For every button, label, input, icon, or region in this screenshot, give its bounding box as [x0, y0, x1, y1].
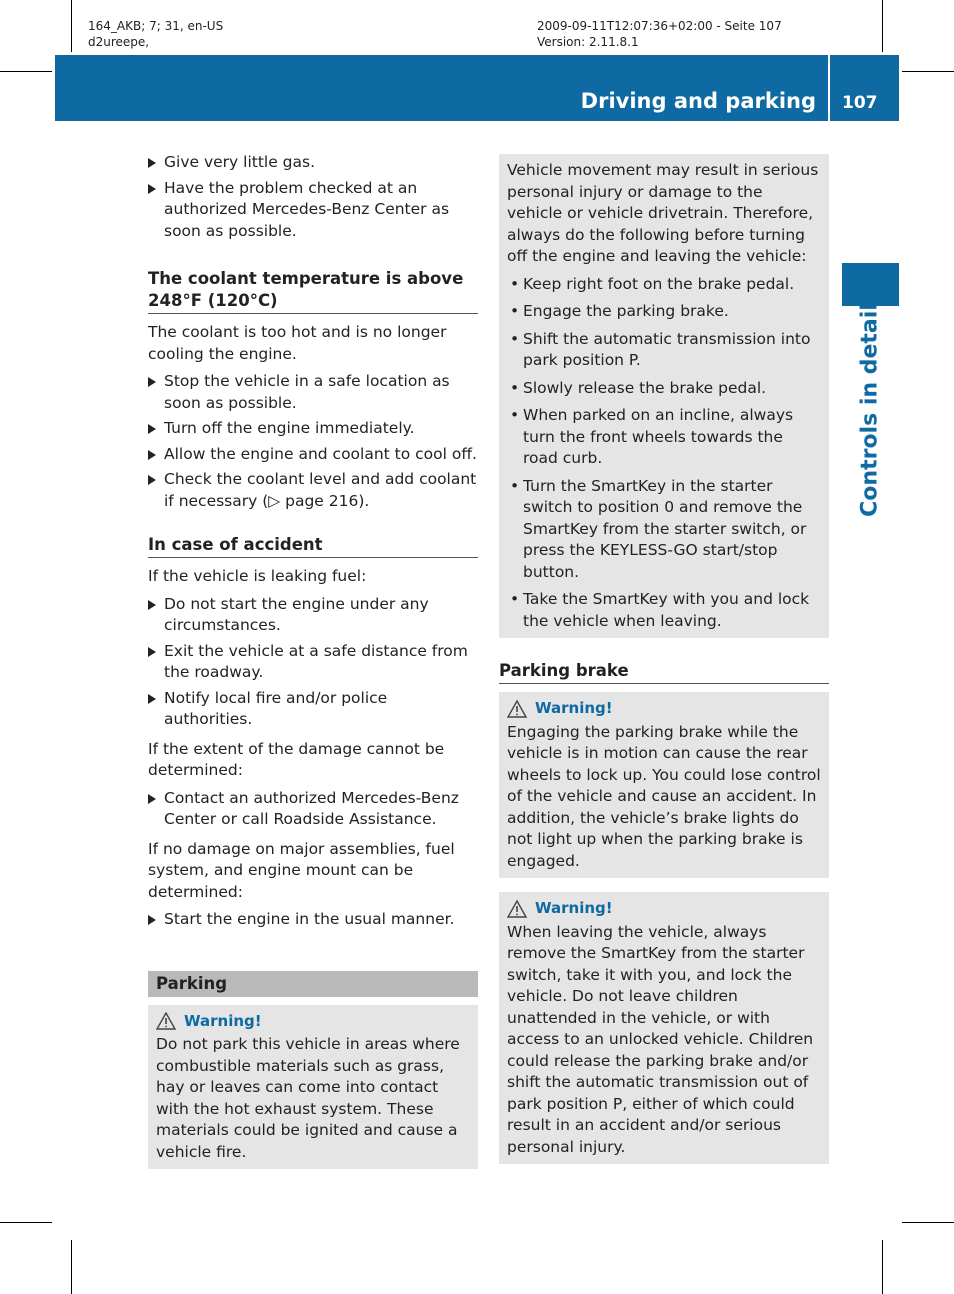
page-title: Driving and parking — [580, 89, 816, 113]
warning-title — [156, 1011, 470, 1033]
list-item-text: Keep right foot on the brake pedal. — [523, 274, 795, 293]
list-item-text: When parked on an incline, always turn the front wheels towards the road curb. — [523, 406, 794, 467]
instruction-step — [148, 444, 478, 466]
step-arrow-icon — [148, 647, 156, 657]
warning-title-text: Warning! — [184, 1011, 262, 1030]
step-arrow-icon — [148, 915, 156, 925]
step-arrow-icon — [148, 475, 156, 485]
crop-mark — [0, 71, 52, 72]
crop-mark — [902, 1222, 954, 1223]
step-arrow-icon — [148, 184, 156, 194]
step-text: Turn off the engine immediately. — [164, 419, 415, 437]
crop-mark — [71, 1240, 72, 1294]
warning-title — [507, 898, 821, 920]
step-text: Exit the vehicle at a safe distance from the roadway. — [164, 641, 468, 681]
parking-brake-heading: Parking brake — [499, 660, 829, 684]
step-arrow-icon — [148, 158, 156, 168]
accident-text: If the vehicle is leaking fuel: — [148, 567, 367, 585]
warning-text: When leaving the vehicle, always remove the SmartKey from the starter switch, take it with you, and lock the vehicle. Do not leave children unattended in the vehicle, or with access to an unlocked vehicle. Children could release the parking brake and/or shift the automatic transmission out of park position P, either of which could result in an accident and/or serious personal injury. — [507, 922, 814, 1156]
accident-heading: In case of accident — [148, 534, 478, 558]
warning-triangle-icon — [156, 1012, 176, 1030]
header-bar — [55, 55, 828, 121]
list-item — [507, 378, 821, 400]
instruction-step — [148, 594, 478, 637]
meta-line: Version: 2.11.8.1 — [537, 35, 639, 49]
list-item — [507, 274, 821, 296]
warning-triangle-icon — [507, 700, 527, 718]
step-text: Give very little gas. — [164, 153, 316, 171]
instruction-step — [148, 418, 478, 440]
warning-title-text: Warning! — [535, 699, 613, 717]
instruction-step — [148, 788, 478, 831]
warning-box — [148, 1005, 478, 1170]
list-item-text: Engage the parking brake. — [523, 302, 729, 320]
instruction-step — [148, 469, 478, 512]
info-box — [499, 154, 829, 638]
print-meta-right — [537, 18, 782, 50]
crop-mark — [882, 0, 883, 52]
bullet-dot: • — [510, 302, 520, 320]
print-meta-left — [88, 18, 223, 50]
bullet-dot: • — [510, 406, 520, 424]
side-tab — [842, 263, 899, 306]
list-item-text: Slowly release the brake pedal. — [523, 378, 767, 397]
parking-section-heading: Parking — [148, 971, 478, 997]
warning-text: Do not park this vehicle in areas where combustible materials such as grass, hay or leaves can come into contact with the hot exhaust system. These materials could be ignited and cause a vehicle fire. — [156, 1035, 460, 1161]
step-text: Notify local fire and/or police authorities. — [164, 688, 388, 728]
crop-mark — [0, 1222, 52, 1223]
coolant-heading: The coolant temperature is above 248°F (120°C) — [148, 268, 478, 314]
instruction-step — [148, 688, 478, 731]
side-section-label: Controls in detail — [857, 303, 883, 517]
list-item-text: Turn the SmartKey in the starter switch to position 0 and remove the SmartKey from the starter switch, or press the KEYLESS-GO start/stop button. — [523, 476, 807, 581]
bullet-dot: • — [510, 329, 520, 348]
step-text: Stop the vehicle in a safe location as soon as possible. — [164, 372, 450, 412]
instruction-step — [148, 909, 478, 931]
warning-text: Engaging the parking brake while the vehicle is in motion can cause the rear wheels to lock up. You could lose control of the vehicle and cause an accident. In addition, the vehicle’s brake lights do not light up when the parking brake is engaged. — [507, 722, 821, 870]
page-number-box — [830, 55, 899, 121]
step-text: Start the engine in the usual manner. — [164, 910, 455, 928]
warning-title-text: Warning! — [535, 899, 613, 917]
step-arrow-icon — [148, 377, 156, 387]
crop-mark — [71, 0, 72, 52]
list-item — [507, 589, 821, 632]
crop-mark — [882, 1240, 883, 1294]
right-column — [499, 154, 829, 1164]
warning-triangle-icon — [507, 900, 527, 918]
list-item-text: Take the SmartKey with you and lock the vehicle when leaving. — [523, 590, 810, 630]
bullet-dot: • — [510, 378, 520, 397]
step-text: Contact an authorized Mercedes-Benz Center or call Roadside Assistance. — [164, 788, 459, 828]
bullet-dot: • — [510, 476, 520, 495]
accident-text: If the extent of the damage cannot be determined: — [148, 739, 445, 779]
list-item — [507, 476, 821, 584]
step-text: Do not start the engine under any circumstances. — [164, 594, 429, 634]
step-text: Have the problem checked at an authorized Mercedes-Benz Center as soon as possible. — [164, 178, 450, 240]
step-arrow-icon — [148, 600, 156, 610]
step-text: Check the coolant level and add coolant if necessary (▷ page 216). — [164, 470, 477, 510]
left-column — [148, 152, 478, 1169]
step-arrow-icon — [148, 694, 156, 704]
list-item — [507, 405, 821, 470]
warning-title — [507, 698, 821, 720]
instruction-step — [148, 371, 478, 414]
bullet-dot: • — [510, 274, 520, 293]
crop-mark — [902, 71, 954, 72]
meta-line: 164_AKB; 7; 31, en-US — [88, 19, 224, 33]
warning-box — [499, 892, 829, 1164]
list-item-text: Shift the automatic transmission into park position P. — [523, 329, 811, 369]
step-text: Allow the engine and coolant to cool off. — [164, 444, 477, 463]
info-text: Vehicle movement may result in serious personal injury or damage to the vehicle or vehicle drivetrain. Therefore, always do the following before turning off the engine and leaving the vehicle: — [507, 161, 819, 265]
bullet-dot: • — [510, 590, 520, 608]
list-item — [507, 329, 821, 372]
step-arrow-icon — [148, 450, 156, 460]
coolant-text: The coolant is too hot and is no longer cooling the engine. — [148, 323, 447, 363]
instruction-step — [148, 178, 478, 243]
instruction-step — [148, 641, 478, 684]
step-arrow-icon — [148, 424, 156, 434]
warning-box — [499, 692, 829, 878]
meta-line: 2009-09-11T12:07:36+02:00 - Seite 107 — [537, 19, 782, 33]
step-arrow-icon — [148, 794, 156, 804]
list-item — [507, 301, 821, 323]
accident-text: If no damage on major assemblies, fuel system, and engine mount can be determined: — [148, 839, 455, 901]
meta-line: d2ureepe, — [88, 35, 150, 49]
instruction-step — [148, 152, 478, 174]
page-number: 107 — [842, 93, 878, 113]
